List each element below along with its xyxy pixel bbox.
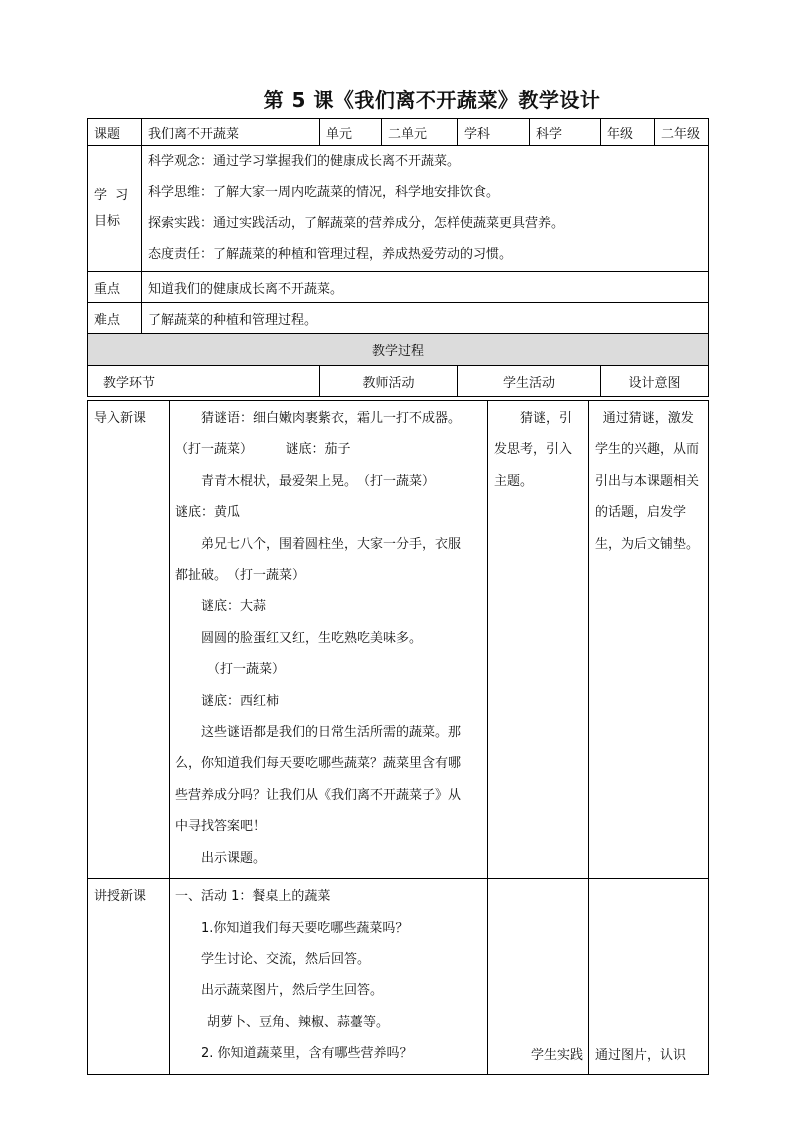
header-teacher: 教师活动 [320,366,458,397]
header-student: 学生活动 [458,366,601,397]
lesson-teacher [170,879,488,1074]
intro-line: 都扯破。 （打一蔬菜） [175,568,306,584]
goal-item: 科学观念：通过学习掌握我们的健康成长离不开蔬菜。 [148,154,461,169]
subject-label: 学科 [458,119,530,146]
topic-value: 我们离不开蔬菜 [142,119,320,146]
intro-line: 这些谜语都是我们的日常生活所需的蔬菜。那 [201,725,462,741]
header-intent: 设计意图 [601,366,709,397]
intro-line: 出示课题。 [201,850,267,866]
lesson-stage: 讲授新课 [88,879,170,1074]
lesson-line: 出示蔬菜图片，然后学生回答。 [201,983,384,999]
subject-value: 科学 [530,119,601,146]
intro-line: 么，你知道我们每天要吃哪些蔬菜？蔬菜里含有哪 [175,756,462,772]
intro-line: 些营养成分吗？让我们从《我们离不开蔬菜子》从 [175,787,462,803]
goal-item: 态度责任：了解蔬菜的种植和管理过程，养成热爱劳动的习惯。 [148,247,513,262]
intro-line: 青青木棍状，最爱架上晃。 （打一蔬菜） [201,473,436,489]
lesson-plan-table [87,118,709,397]
intro-student: 猜谜，引发思考，引入主题。 [488,401,589,879]
lesson-intent: 通过图片，认识 [589,879,709,1074]
intro-stage: 导入新课 [88,401,170,879]
lesson-line: 1.你知道我们每天要吃哪些蔬菜吗？ [201,920,409,936]
intro-line: 弟兄七八个，围着圆柱坐，大家一分手，衣服 [201,536,462,552]
intro-line: 圆圆的脸蛋红又红，生吃熟吃美味多。 [201,630,423,646]
unit-label: 单元 [320,119,382,146]
lesson-student: 学生实践 [488,879,589,1074]
goal-item: 科学思维：了解大家一周内吃蔬菜的情况，科学地安排饮食。 [148,185,500,200]
intro-line: 谜底：西红柿 [201,693,280,709]
difficulty-label: 难点 [88,303,142,334]
intro-line: 中寻找答案吧！ [175,819,267,835]
intro-teacher [170,401,488,879]
intro-line: 谜底：大蒜 [201,599,267,615]
goals-label [88,146,142,272]
header-stage [88,366,320,397]
process-title: 教学过程 [88,334,709,366]
goals-label-top: 学 习 [94,187,131,203]
process-table [87,400,709,1075]
goals-content [142,146,709,272]
lesson-line: 学生讨论、交流，然后回答。 [201,951,371,967]
lesson-line: 一、活动 1：餐桌上的蔬菜 [175,889,331,905]
intro-line: （打一蔬菜） 谜底：茄子 [175,442,351,458]
header-stage-label: 教学环节 [102,375,155,391]
goals-label-bottom: 目标 [94,213,121,229]
intro-line: （打一蔬菜） [207,662,286,678]
intro-line: 猜谜语：细白嫩肉裹紫衣，霜儿一打不成器。 [201,411,462,426]
lesson-line: 2. 你知道蔬菜里，含有哪些营养吗？ [201,1046,413,1062]
intro-line: 谜底：黄瓜 [175,505,241,521]
unit-value: 二单元 [382,119,458,146]
page-title: 第 5 课《我们离不开蔬菜》教学设计 [263,88,601,112]
grade-label: 年级 [601,119,655,146]
topic-label: 课题 [88,119,142,146]
key-point-label: 重点 [88,272,142,303]
goal-item: 探索实践：通过实践活动，了解蔬菜的营养成分，怎样使蔬菜更具营养。 [148,216,565,231]
intro-intent: 通过猜谜，激发学生的兴趣，从而引出与本课题相关的话题，启发学生，为后文铺垫。 [589,401,709,879]
grade-value: 二年级 [655,119,709,146]
lesson-line: 胡萝卜、豆角、辣椒、蒜薹等。 [207,1014,390,1030]
difficulty-value: 了解蔬菜的种植和管理过程。 [142,303,709,334]
key-point-value: 知道我们的健康成长离不开蔬菜。 [142,272,709,303]
